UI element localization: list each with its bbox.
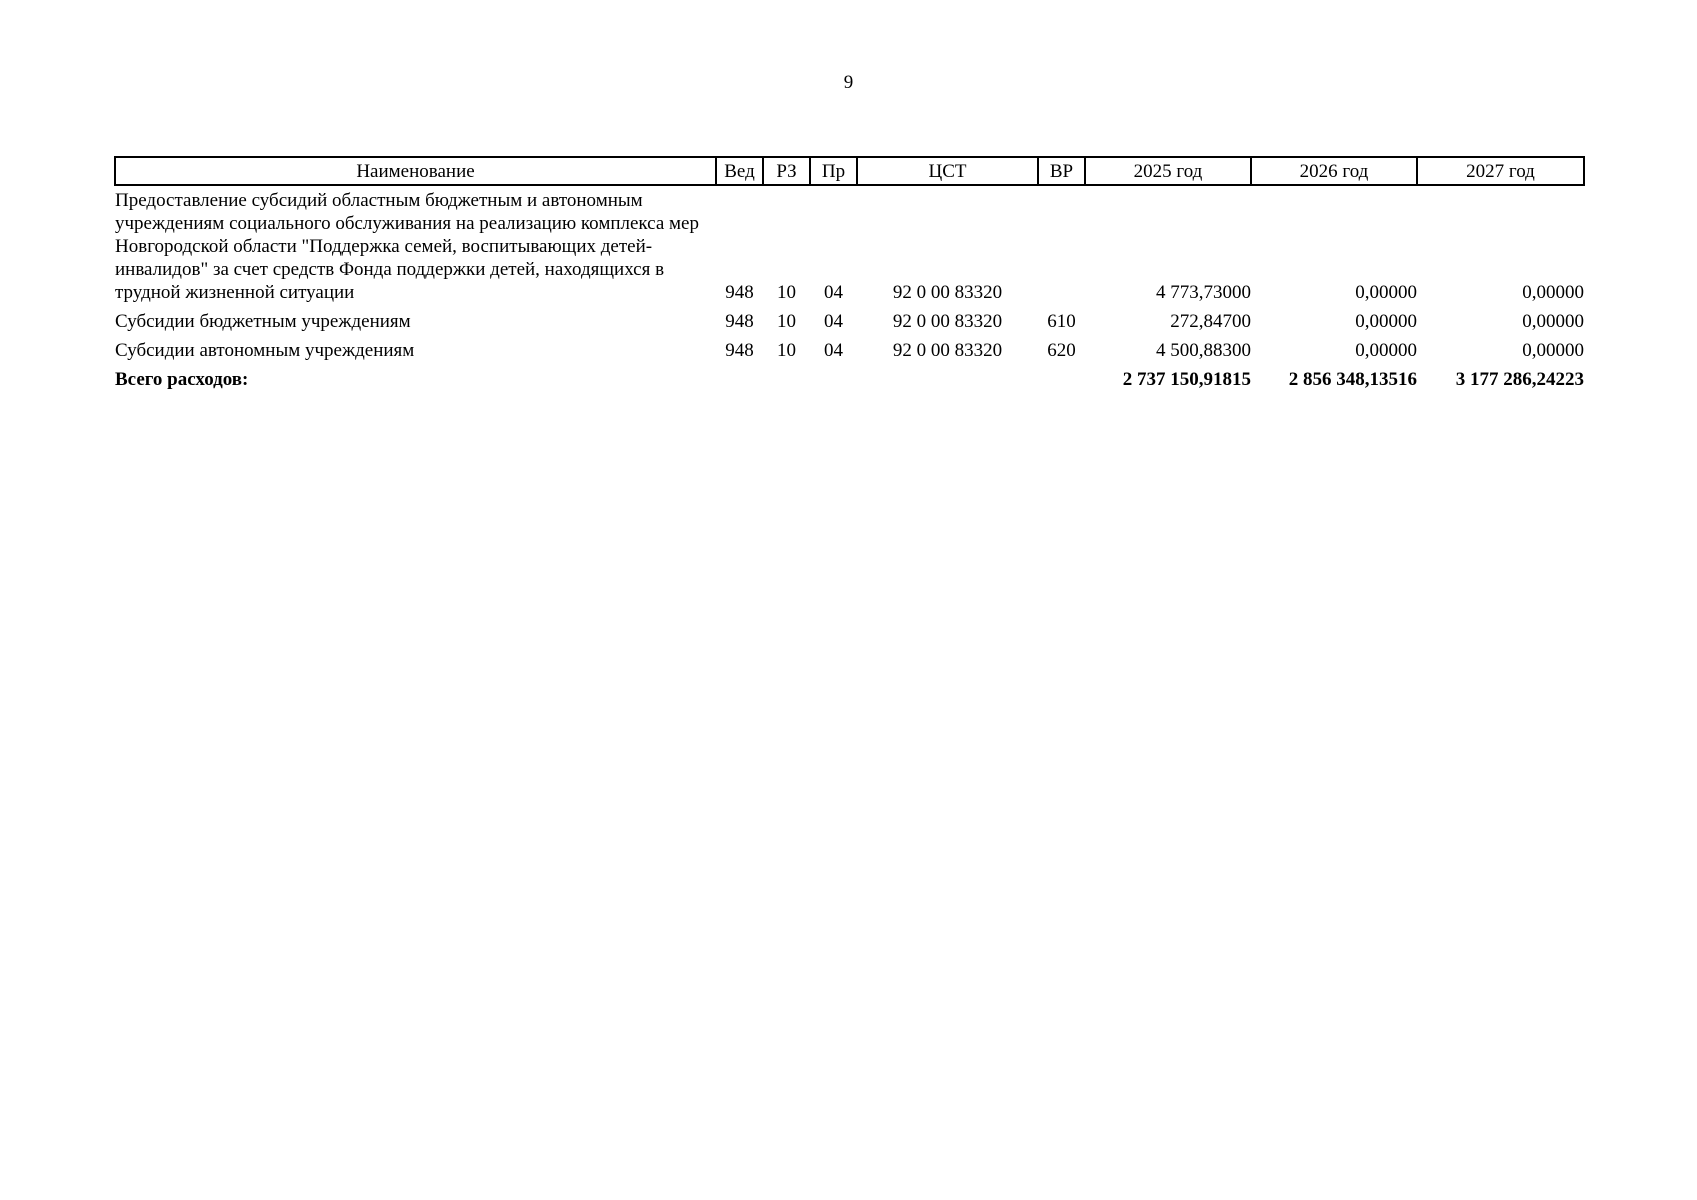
row-2026: 0,00000 [1355,282,1417,303]
row-rz: 10 [777,340,796,361]
table-row [115,333,1584,362]
row-2026: 0,00000 [1355,311,1417,332]
header-rz: РЗ [763,157,810,185]
row-2027: 0,00000 [1522,340,1584,361]
header-2027: 2027 год [1417,157,1584,185]
header-vr: ВР [1038,157,1085,185]
row-ved: 948 [725,311,754,332]
budget-table [114,156,1585,391]
row-vr [1038,185,1085,304]
header-2025: 2025 год [1085,157,1251,185]
row-2025: 272,84700 [1170,311,1251,332]
row-2027: 0,00000 [1522,282,1584,303]
row-2025: 4 773,73000 [1156,282,1251,303]
header-cst: ЦСТ [857,157,1038,185]
total-pr [810,362,857,391]
row-rz: 10 [777,282,796,303]
row-name: Субсидии бюджетным учреждениям [115,311,411,332]
header-2026: 2026 год [1251,157,1417,185]
row-2025: 4 500,88300 [1156,340,1251,361]
row-pr: 04 [824,340,843,361]
row-2026: 0,00000 [1355,340,1417,361]
table-row [115,304,1584,333]
row-cst: 92 0 00 83320 [892,282,1003,303]
row-ved: 948 [725,340,754,361]
header-ved: Вед [716,157,763,185]
table-row [115,185,1584,304]
total-vr [1038,362,1085,391]
row-vr: 620 [1047,340,1076,361]
total-2026: 2 856 348,13516 [1288,369,1417,390]
total-2025: 2 737 150,91815 [1122,369,1251,390]
total-label: Всего расходов: [115,369,249,390]
row-rz: 10 [777,311,796,332]
total-2027: 3 177 286,24223 [1455,369,1584,390]
row-vr: 610 [1047,311,1076,332]
row-name: Субсидии автономным учреждениям [115,340,415,361]
total-rz [763,362,810,391]
page-number: 9 [843,72,854,93]
row-cst: 92 0 00 83320 [892,340,1003,361]
row-pr: 04 [824,282,843,303]
row-pr: 04 [824,311,843,332]
header-name: Наименование [115,157,716,185]
total-cst [857,362,1038,391]
row-2027: 0,00000 [1522,311,1584,332]
row-cst: 92 0 00 83320 [892,311,1003,332]
total-ved [716,362,763,391]
row-ved: 948 [725,282,754,303]
total-row [115,362,1584,391]
header-pr: Пр [810,157,857,185]
row-name: Предоставление субсидий областным бюджетным и автономным учреждениям социального обслуживания на реализацию комплекса мер Новгородской области "Поддержка семей, воспитывающих детей-инвалидов" за счет средств Фонда поддержки детей, находящихся в трудной жизненной ситуации [115,190,699,303]
table-header-row [115,157,1584,185]
